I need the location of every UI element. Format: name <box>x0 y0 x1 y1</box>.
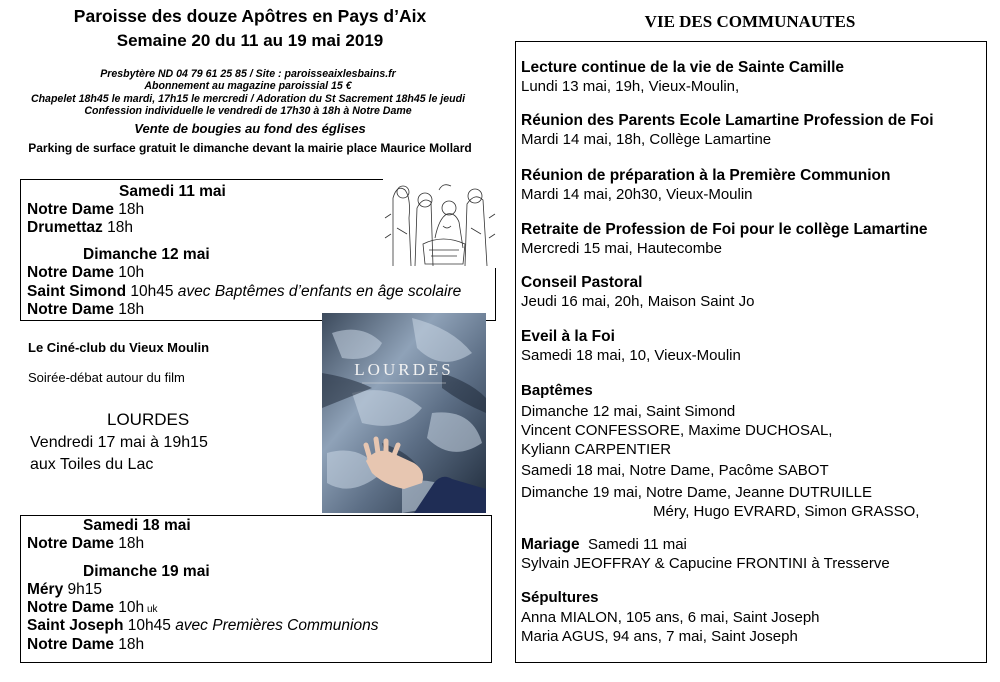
event-title: Conseil Pastoral <box>521 274 643 291</box>
day-heading: Dimanche 12 mai <box>83 246 210 263</box>
day-heading: Samedi 18 mai <box>83 517 191 534</box>
bapteme-line: Méry, Hugo EVRARD, Simon GRASSO, <box>653 503 920 520</box>
mass-time: 10h45 <box>123 617 176 634</box>
event-item <box>521 112 981 148</box>
info-line: Confession individuelle le vendredi de 17h30 à 18h à Notre Dame <box>84 104 412 117</box>
info-line: Presbytère ND 04 79 61 25 85 / Site : paroisseaixlesbains.fr <box>100 68 396 80</box>
mass-time: 10h45 <box>126 283 178 300</box>
community-life-title: VIE DES COMMUNAUTES <box>644 12 856 31</box>
church-name: Notre Dame <box>27 201 114 218</box>
day-heading: Samedi 11 mai <box>119 183 226 200</box>
event-item <box>521 221 981 257</box>
mass-row <box>27 219 133 237</box>
event-detail: Jeudi 16 mai, 20h, Maison Saint Jo <box>521 293 755 310</box>
week-title: Semaine 20 du 11 au 19 mai 2019 <box>116 31 384 50</box>
event-detail: Mercredi 15 mai, Hautecombe <box>521 240 722 257</box>
event-title: Lecture continue de la vie de Sainte Camille <box>521 59 845 76</box>
event-item <box>521 328 981 364</box>
mass-row <box>27 599 158 617</box>
event-item <box>521 167 981 203</box>
event-detail: Samedi 18 mai, 10, Vieux-Moulin <box>521 347 741 364</box>
mass-row <box>27 283 461 301</box>
church-name: Saint Simond <box>27 283 127 300</box>
sepulture-line: Maria AGUS, 94 ans, 7 mai, Saint Joseph <box>521 628 798 645</box>
event-detail: Mardi 14 mai, 18h, Collège Lamartine <box>521 131 772 148</box>
mass-time: 10h <box>114 264 145 281</box>
parish-info <box>8 68 488 117</box>
film-title: LOURDES <box>107 410 190 429</box>
mass-time: 18h <box>114 201 145 218</box>
mass-time: 18h <box>114 535 145 552</box>
mass-row <box>27 201 144 219</box>
bapteme-line: Samedi 18 mai, Notre Dame, Pacôme SABOT <box>521 462 829 479</box>
mass-row <box>27 636 144 654</box>
mass-time: 18h <box>114 636 145 653</box>
parish-title: Paroisse des douze Apôtres en Pays d’Aix <box>73 6 427 26</box>
church-name: Notre Dame <box>27 636 114 653</box>
bapteme-line: Dimanche 12 mai, Saint Simond <box>521 403 736 420</box>
church-name: Notre Dame <box>27 535 114 552</box>
day-heading: Dimanche 19 mai <box>83 563 210 580</box>
mass-row <box>27 535 144 553</box>
mass-time: 18h <box>114 301 145 318</box>
mariage-row <box>521 536 687 554</box>
cine-club-subtitle: Soirée-débat autour du film <box>28 370 185 385</box>
church-name: Drumettaz <box>27 219 103 236</box>
sepultures-title: Sépultures <box>521 589 599 606</box>
baptism-sketch-image <box>383 178 497 268</box>
bougies-notice: Vente de bougies au fond des églises <box>134 121 366 136</box>
church-name: Notre Dame <box>27 301 114 318</box>
mass-time: 10h <box>114 599 145 616</box>
mass-note: avec Baptêmes d’enfants en âge scolaire <box>177 283 462 300</box>
event-detail: Mardi 14 mai, 20h30, Vieux-Moulin <box>521 186 753 203</box>
event-detail: Lundi 13 mai, 19h, Vieux-Moulin, <box>521 78 740 95</box>
mass-small-note: uk <box>144 604 158 615</box>
mariage-line: Sylvain JEOFFRAY & Capucine FRONTINI à Tresserve <box>521 555 890 572</box>
event-title: Retraite de Profession de Foi pour le collège Lamartine <box>521 221 928 238</box>
film-place: aux Toiles du Lac <box>30 456 154 473</box>
bapteme-line: Kyliann CARPENTIER <box>521 441 672 458</box>
community-events-box <box>515 41 987 663</box>
event-item <box>521 274 981 310</box>
event-title: Réunion des Parents Ecole Lamartine Profession de Foi <box>521 112 934 129</box>
mass-time: 9h15 <box>63 581 102 598</box>
mass-row <box>27 264 144 282</box>
baptemes-title: Baptêmes <box>521 382 593 399</box>
info-line: Chapelet 18h45 le mardi, 17h15 le mercredi / Adoration du St Sacrement 18h45 le jeudi <box>30 92 466 105</box>
event-title: Eveil à la Foi <box>521 328 615 345</box>
mariage-date: Samedi 11 mai <box>587 536 687 553</box>
church-name: Saint Joseph <box>27 617 124 634</box>
mass-note: avec Premières Communions <box>175 617 379 634</box>
film-date: Vendredi 17 mai à 19h15 <box>30 434 208 451</box>
church-name: Méry <box>27 581 64 598</box>
mass-row <box>27 617 378 635</box>
parking-notice: Parking de surface gratuit le dimanche devant la mairie place Maurice Mollard <box>28 141 472 155</box>
mass-schedule-week2 <box>20 515 492 663</box>
mass-row <box>27 301 144 319</box>
cine-club-title: Le Ciné-club du Vieux Moulin <box>28 340 210 355</box>
lourdes-poster-image <box>322 313 486 513</box>
poster-title: LOURDES <box>354 360 454 379</box>
bapteme-line: Vincent CONFESSORE, Maxime DUCHOSAL, <box>521 422 833 439</box>
mass-time: 18h <box>102 219 133 236</box>
church-name: Notre Dame <box>27 264 114 281</box>
sepulture-line: Anna MIALON, 105 ans, 6 mai, Saint Joseph <box>521 609 820 626</box>
church-name: Notre Dame <box>27 599 114 616</box>
mariage-title: Mariage <box>521 536 580 553</box>
mass-row <box>27 581 102 599</box>
event-title: Réunion de préparation à la Première Communion <box>521 167 891 184</box>
event-item <box>521 59 981 95</box>
bapteme-line: Dimanche 19 mai, Notre Dame, Jeanne DUTRUILLE <box>521 484 872 501</box>
info-line: Abonnement au magazine paroissial 15 € <box>144 80 352 93</box>
